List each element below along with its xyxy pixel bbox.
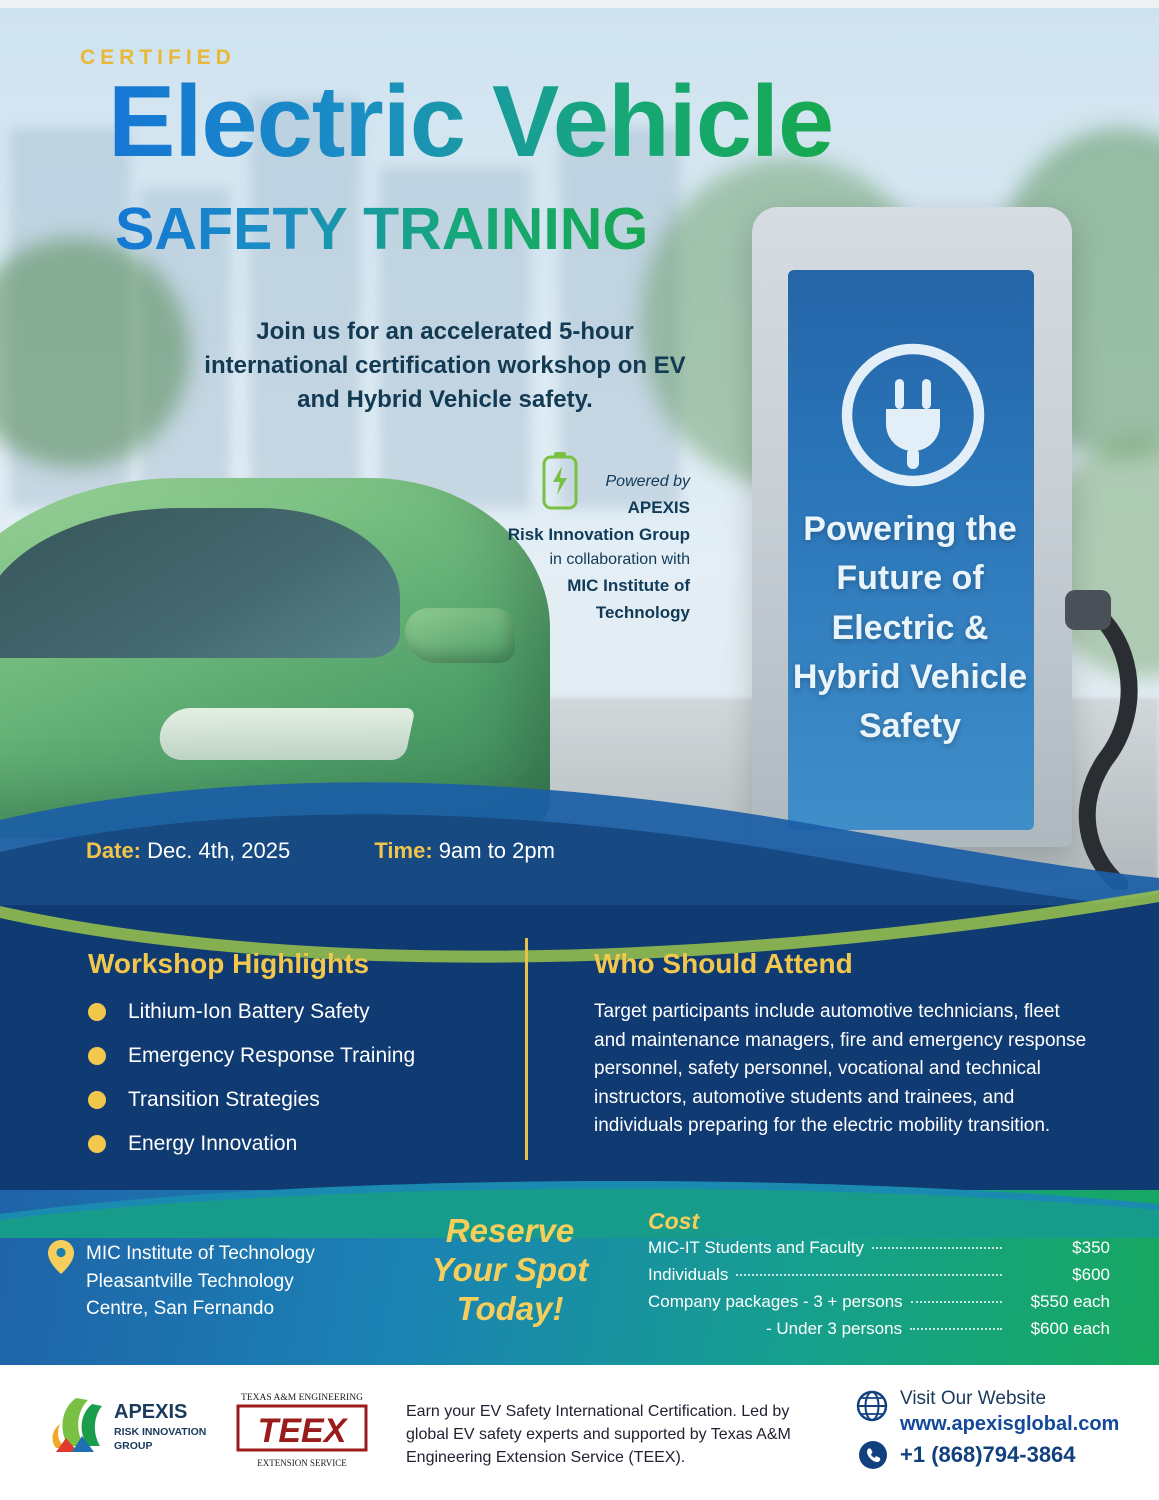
website-link[interactable]: www.apexisglobal.com — [900, 1413, 1120, 1435]
list-item — [88, 1132, 508, 1156]
reserve-line-3: Today! — [456, 1289, 564, 1327]
highlights-list — [88, 1000, 508, 1176]
table-row — [648, 1292, 1110, 1312]
reserve-line-2: Your Spot — [431, 1250, 589, 1288]
who-should-attend-heading: Who Should Attend — [594, 948, 853, 979]
who-should-attend-body: Target participants include automotive technicians, fleet and maintenance managers, fire and emergency response personnel, safety personnel, vocational and technical instructors, automotive students and trainees, and individuals preparing for the electric mobility transition. — [594, 1001, 1087, 1136]
page-subtitle: SAFETY TRAINING — [115, 196, 649, 262]
page-title: Electric Vehicle — [108, 66, 834, 178]
collaboration-label: in collaboration with — [549, 551, 690, 569]
dot-leader — [910, 1328, 1002, 1330]
svg-text:TEXAS A&M ENGINEERING: TEXAS A&M ENGINEERING — [241, 1393, 363, 1403]
bullet-icon — [88, 1003, 106, 1021]
venue-line-2: Pleasantville Technology — [86, 1270, 294, 1292]
powered-by-org: APEXIS — [627, 497, 690, 517]
cost-heading: Cost — [648, 1208, 700, 1234]
teex-logo — [232, 1388, 372, 1472]
apexis-logo — [48, 1390, 218, 1462]
reserve-line-1: Reserve — [445, 1212, 575, 1249]
bullet-icon — [88, 1135, 106, 1153]
highlight-label: Energy Innovation — [128, 1132, 298, 1155]
cost-value: $600 each — [1030, 1319, 1110, 1338]
top-edge-strip — [0, 0, 1159, 8]
ev-plug-icon — [838, 340, 988, 490]
location-pin-icon — [48, 1240, 74, 1274]
venue-line-3: Centre, San Fernando — [86, 1298, 275, 1320]
svg-text:APEXIS: APEXIS — [114, 1401, 188, 1423]
cost-table — [648, 1238, 1110, 1346]
cost-label: Individuals — [648, 1265, 729, 1284]
cost-label: MIC-IT Students and Faculty — [648, 1238, 865, 1257]
svg-text:EXTENSION SERVICE: EXTENSION SERVICE — [257, 1458, 347, 1468]
bullet-icon — [88, 1091, 106, 1109]
highlight-label: Lithium-Ion Battery Safety — [128, 1000, 370, 1023]
list-item — [88, 1000, 508, 1024]
schedule-line — [86, 838, 555, 864]
powered-by-org-sub: Risk Innovation Group — [507, 524, 690, 544]
footer-blurb: Earn your EV Safety International Certification. Led by global EV safety experts and supported by Texas A&M Engineering Extension Service (TEEX). — [406, 1403, 791, 1467]
cost-value: $600 — [1072, 1265, 1110, 1284]
workshop-highlights-heading: Workshop Highlights — [88, 948, 370, 979]
cost-value: $350 — [1072, 1238, 1110, 1257]
powered-by-label: Powered by — [605, 473, 690, 490]
cost-value: $550 each — [1030, 1292, 1110, 1311]
date-label: Date: — [86, 838, 142, 863]
table-row — [648, 1238, 1110, 1258]
eyebrow-certified: CERTIFIED — [80, 46, 236, 69]
intro-paragraph: Join us for an accelerated 5-hour international certification workshop on EV and Hybrid Vehicle safety. — [204, 318, 686, 414]
dot-leader — [911, 1301, 1002, 1303]
section-divider — [525, 938, 528, 1160]
time-label: Time: — [374, 838, 433, 863]
phone-number[interactable]: +1 (868)794-3864 — [900, 1442, 1076, 1467]
bullet-icon — [88, 1047, 106, 1065]
highlight-label: Transition Strategies — [128, 1088, 320, 1111]
svg-text:GROUP: GROUP — [114, 1440, 153, 1452]
dot-leader — [872, 1247, 1002, 1249]
car-headlight — [154, 708, 415, 760]
venue-line-1: MIC Institute of Technology — [86, 1243, 315, 1264]
table-row — [648, 1265, 1110, 1285]
cost-label: - Under 3 persons — [766, 1319, 903, 1338]
list-item — [88, 1088, 508, 1112]
phone-icon — [858, 1440, 888, 1470]
dot-leader — [736, 1274, 1002, 1276]
website-label: Visit Our Website — [900, 1388, 1047, 1409]
list-item — [88, 1044, 508, 1068]
powered-by-block — [430, 470, 690, 627]
time-value: 9am to 2pm — [438, 838, 555, 863]
globe-icon — [856, 1390, 888, 1422]
station-headline: Powering the Future of Electric & Hybrid Vehicle Safety — [792, 510, 1028, 746]
table-row — [648, 1319, 1110, 1339]
svg-text:TEEX: TEEX — [257, 1412, 347, 1450]
highlight-label: Emergency Response Training — [128, 1044, 416, 1067]
cost-label: Company packages - 3 + persons — [648, 1292, 903, 1311]
venue-address — [86, 1240, 386, 1323]
partner-org-line1: MIC Institute of — [567, 576, 690, 596]
svg-text:RISK INNOVATION: RISK INNOVATION — [114, 1426, 207, 1438]
partner-org-line2: Technology — [595, 602, 690, 622]
reserve-cta[interactable] — [400, 1212, 620, 1329]
date-value: Dec. 4th, 2025 — [147, 838, 291, 863]
